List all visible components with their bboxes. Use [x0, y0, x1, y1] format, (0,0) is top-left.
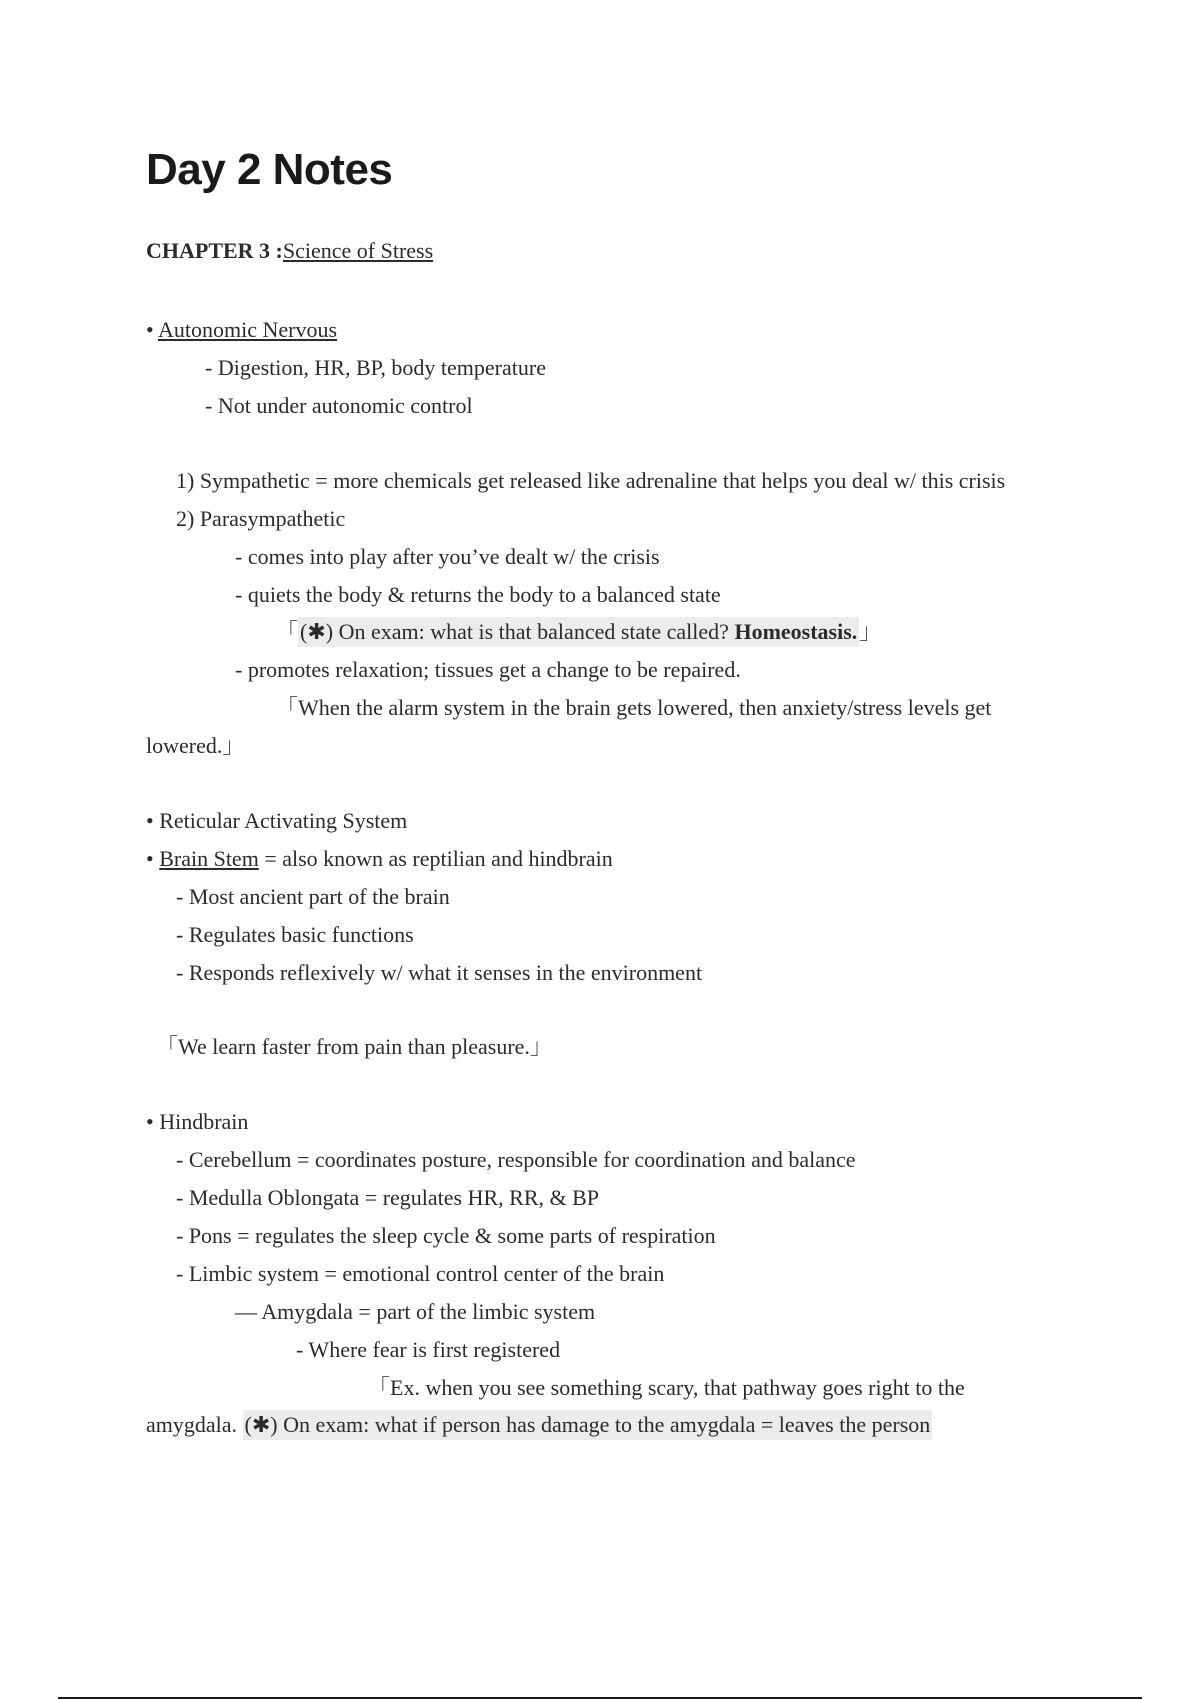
example-line-2: [146, 1414, 932, 1436]
brain-stem-term: Brain Stem: [159, 846, 259, 871]
hindbrain-item-medulla: - Medulla Oblongata = regulates HR, RR, & BP: [176, 1185, 600, 1210]
exam-note-homeostasis: [276, 621, 881, 643]
parasympathetic-item-2: - quiets the body & returns the body to a balanced state: [235, 582, 721, 607]
hindbrain-item-limbic: - Limbic system = emotional control center of the brain: [176, 1261, 665, 1286]
footer-divider: [58, 1697, 1142, 1699]
bullet-marker: •: [146, 317, 154, 342]
bullet-brain-stem: [146, 848, 613, 870]
autonomic-item-2: - Not under autonomic control: [205, 393, 473, 418]
alarm-quote-line-2: lowered.」: [146, 733, 245, 758]
bullet-marker: •: [146, 846, 154, 871]
parasympathetic-heading: 2) Parasympathetic: [176, 506, 346, 531]
autonomic-heading: Autonomic Nervous: [158, 317, 338, 342]
reticular-heading: Reticular Activating System: [159, 808, 408, 833]
page-title: Day 2 Notes: [146, 145, 393, 194]
sympathetic-item: 1) Sympathetic = more chemicals get released like adrenaline that helps you deal w/ this crisis: [176, 468, 1006, 493]
brain-stem-item-1: - Most ancient part of the brain: [176, 884, 450, 909]
example-line-2-start: amygdala.: [146, 1412, 243, 1437]
exam-note-open-bracket: 「: [276, 619, 299, 644]
brain-stem-definition: = also known as reptilian and hindbrain: [258, 846, 613, 871]
pain-quote: 「We learn faster from pain than pleasure.」: [156, 1034, 552, 1059]
example-line-1: 「Ex. when you see something scary, that pathway goes right to the: [368, 1375, 965, 1400]
fear-item: - Where fear is first registered: [296, 1337, 561, 1362]
chapter-heading: [146, 240, 433, 262]
brain-stem-item-2: - Regulates basic functions: [176, 922, 414, 947]
autonomic-item-1: - Digestion, HR, BP, body temperature: [205, 355, 546, 380]
amygdala-exam-note: (✱) On exam: what if person has damage to the amygdala = leaves the person: [243, 1410, 933, 1440]
hindbrain-heading: Hindbrain: [159, 1109, 249, 1134]
chapter-subject: Science of Stress: [282, 238, 434, 263]
alarm-quote-line-1: 「When the alarm system in the brain gets lowered, then anxiety/stress levels get: [276, 695, 992, 720]
amygdala-item: — Amygdala = part of the limbic system: [235, 1299, 596, 1324]
exam-note-close-bracket: 」: [859, 619, 882, 644]
parasympathetic-item-3: - promotes relaxation; tissues get a change to be repaired.: [235, 657, 741, 682]
exam-note-question: (✱) On exam: what is that balanced state called?: [300, 619, 735, 644]
chapter-label: CHAPTER 3 :: [146, 238, 283, 263]
hindbrain-item-cerebellum: - Cerebellum = coordinates posture, responsible for coordination and balance: [176, 1147, 856, 1172]
brain-stem-item-3: - Responds reflexively w/ what it senses in the environment: [176, 960, 703, 985]
exam-note-highlight: [298, 617, 859, 647]
hindbrain-item-pons: - Pons = regulates the sleep cycle & some parts of respiration: [176, 1223, 716, 1248]
bullet-marker: •: [146, 808, 154, 833]
bullet-autonomic-nervous: [146, 319, 337, 341]
bullet-hindbrain: [146, 1111, 248, 1133]
bullet-marker: •: [146, 1109, 154, 1134]
bullet-reticular: [146, 810, 407, 832]
exam-note-answer: Homeostasis.: [734, 619, 858, 644]
parasympathetic-item-1: - comes into play after you’ve dealt w/ the crisis: [235, 544, 660, 569]
